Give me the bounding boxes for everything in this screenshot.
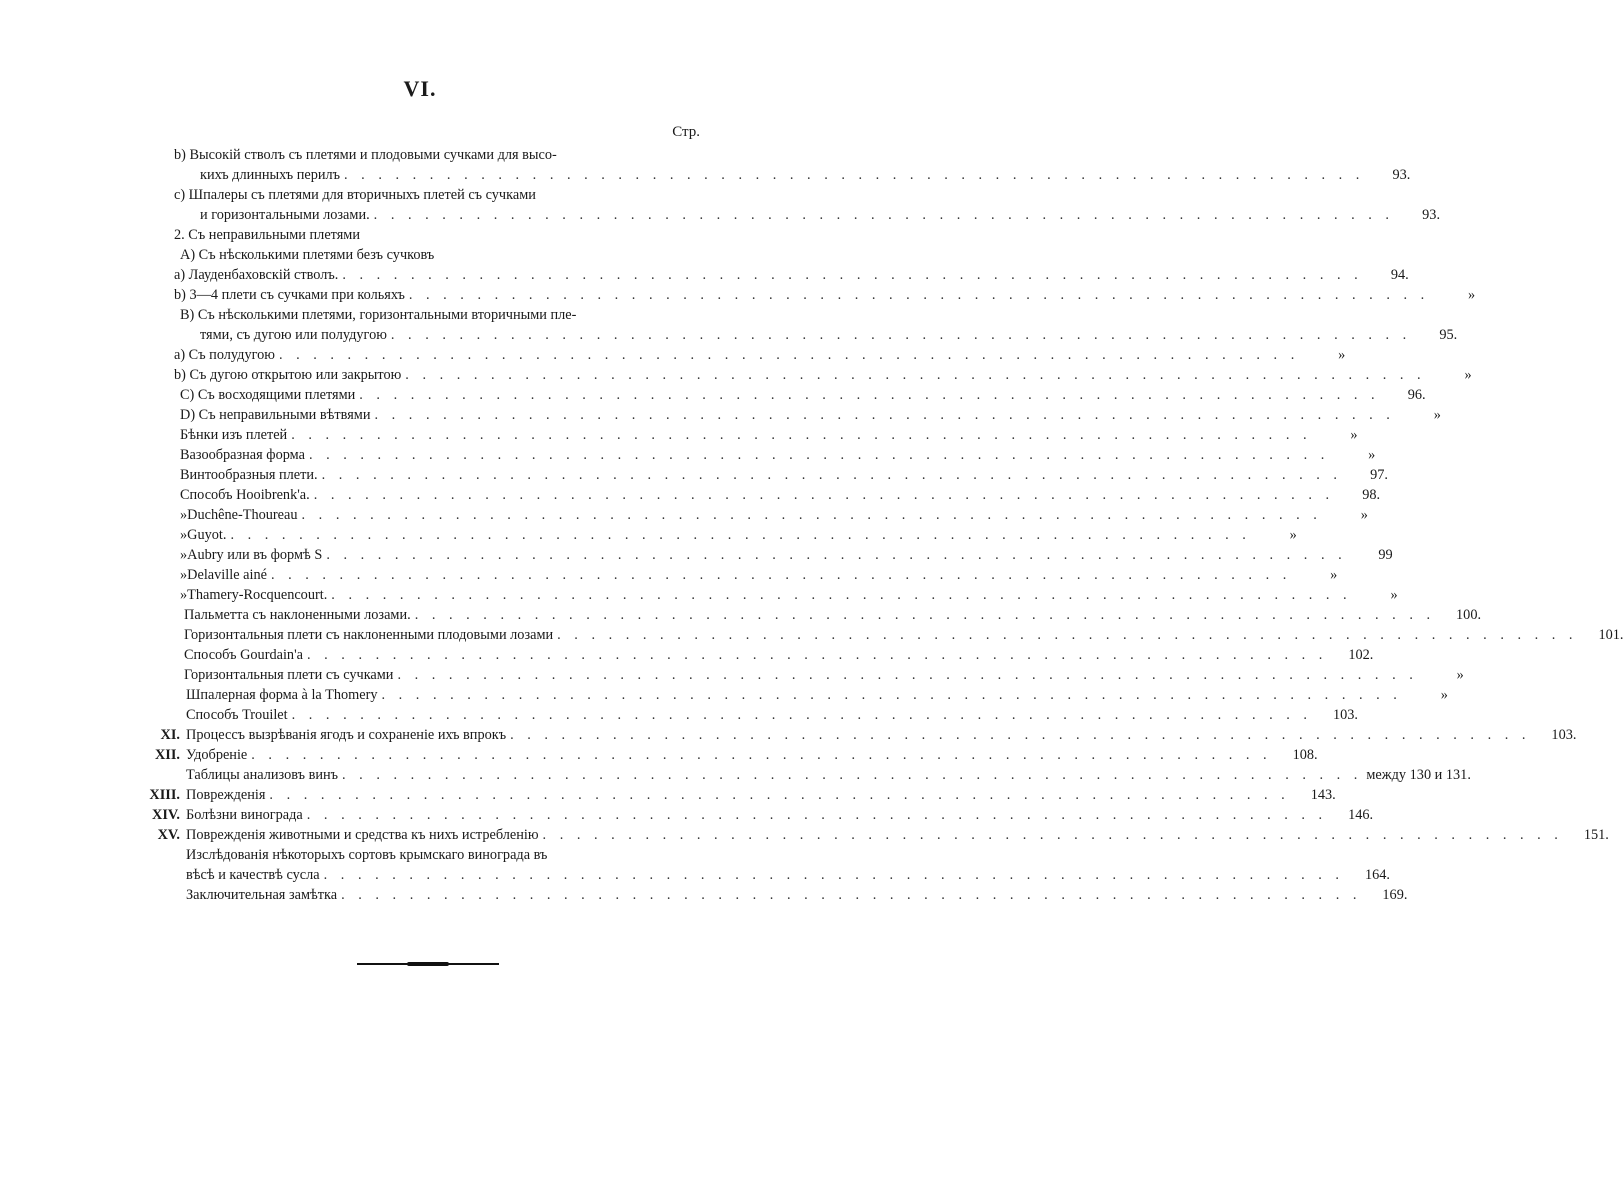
toc-entry [180,485,1381,505]
toc-page-number: 151. [1583,827,1609,843]
chapter-number: XIII. [149,787,180,803]
toc-entry [174,185,700,205]
leader-dots: . . . . . . . . . . . . . . . . . . . . . . . . . . . . . . . . . . . . . . . . . . . . . . . . . . . . . . . . . . . . [321,467,1342,483]
toc-entry [157,825,1609,845]
toc-entry-title: 2. Съ неправильными плетями [174,227,360,243]
toc-page-number: 108. [1292,747,1318,763]
toc-page-number: 96. [1407,387,1426,403]
toc-page-number: » [1289,527,1297,543]
leader-dots: . . . . . . . . . . . . . . . . . . . . . . . . . . . . . . . . . . . . . . . . . . . . . . . . . . . . . . . . . . . . [374,407,1395,423]
toc-page-number: 143. [1310,787,1336,803]
toc-page-number: » [1456,667,1464,683]
toc-page-number: 103. [1332,707,1358,723]
leader-dots: . . . . . . . . . . . . . . . . . . . . . . . . . . . . . . . . . . . . . . . . . . . . . . . . . . . . . . . . . . . . [331,587,1352,603]
toc-entry-title: и горизонтальными лозами. [200,207,370,223]
leader-dots: . . . . . . . . . . . . . . . . . . . . . . . . . . . . . . . . . . . . . . . . . . . . . . . . . . . . . . . . . . . . [408,287,1430,303]
leader-dots: . . . . . . . . . . . . . . . . . . . . . . . . . . . . . . . . . . . . . . . . . . . . . . . . . . . . . . . . . . . . [326,547,1347,563]
toc-entry-title: Способъ Hooibrenk'a. [180,487,310,503]
toc-entry-title: Изслѣдованія нѣкоторыхъ сортовъ крымскаго винограда въ [186,847,548,863]
toc-page-number: 164. [1364,867,1390,883]
toc-entry [154,745,1318,765]
leader-dots: . . . . . . . . . . . . . . . . . . . . . . . . . . . . . . . . . . . . . . . . . . . . . . . . . . . . . . . . . . . . [278,347,1300,363]
toc-entry-title: a) Лауденбаховскій стволъ. [174,267,339,283]
toc-page-number: » [1433,407,1441,423]
leader-dots: . . . . . . . . . . . . . . . . . . . . . . . . . . . . . . . . . . . . . . . . . . . . . . . . . . . . . . . . . . . . [344,167,1365,183]
toc-page-number: 93. [1392,167,1411,183]
toc-entry-title: b) Высокій стволъ съ плетями и плодовыми сучками для высо- [174,147,557,163]
toc-entry-title: Delaville ainé [187,567,267,583]
toc-page-number: » [1330,567,1338,583]
toc-entry-title: Винтообразныя плети. [180,467,318,483]
toc-entry [186,685,1448,705]
toc-page-number: » [1468,287,1476,303]
toc-entry [174,365,1472,385]
toc-entry [180,385,1426,405]
leader-dots: . . . . . . . . . . . . . . . . . . . . . . . . . . . . . . . . . . . . . . . . . . . . . . . . . . . . . . . . . . . . [359,387,1380,403]
toc-entry-title: A) Съ нѣсколькими плетями безъ сучковъ [180,247,435,263]
toc-entry-title: Процессъ вызрѣванія ягодъ и сохраненіе ихъ впрокъ [186,727,507,743]
toc-page-number: 95. [1439,327,1458,343]
toc-entry-title: Горизонтальныя плети съ наклоненными плодовыми лозами [184,627,554,643]
toc-entry [184,625,1624,645]
ditto-mark: » [180,587,188,603]
toc-entry-title: тями, съ дугою или полудугою [200,327,387,343]
toc-page-number: » [1464,367,1472,383]
leader-dots: . . . . . . . . . . . . . . . . . . . . . . . . . . . . . . . . . . . . . . . . . . . . . . . . . . . . . . . . . . . . [251,747,1272,763]
leader-dots: . . . . . . . . . . . . . . . . . . . . . . . . . . . . . . . . . . . . . . . . . . . . . . . . . . . . . . . . . . . . [307,647,1328,663]
toc-entry [180,525,1297,545]
toc-entry [180,245,700,265]
leader-dots: . . . . . . . . . . . . . . . . . . . . . . . . . . . . . . . . . . . . . . . . . . . . . . . . . . . . . . . . . . . . [341,887,1362,903]
leader-dots: . . . . . . . . . . . . . . . . . . . . . . . . . . . . . . . . . . . . . . . . . . . . . . . . . . . . . . . . . . . . [542,827,1563,843]
leader-dots: . . . . . . . . . . . . . . . . . . . . . . . . . . . . . . . . . . . . . . . . . . . . . . . . . . . . . . . . . . . . [557,627,1578,643]
toc-entry [174,285,1476,305]
leader-dots: . . . . . . . . . . . . . . . . . . . . . . . . . . . . . . . . . . . . . . . . . . . . . . . . . . . . . . . . . . . . [306,807,1328,823]
toc-entry-title: Duchêne-Thoureau [187,507,298,523]
toc-entry-title: Таблицы анализовъ винъ [186,767,339,783]
toc-entry-title: Aubry или въ формѣ S [187,547,323,563]
toc-entry-title: Удобреніе [186,747,248,763]
toc-page-number: » [1338,347,1346,363]
ditto-mark: » [180,507,188,523]
toc-page-number: 101. [1598,627,1624,643]
toc-page-number: » [1368,447,1376,463]
leader-dots: . . . . . . . . . . . . . . . . . . . . . . . . . . . . . . . . . . . . . . . . . . . . . . . . . . . . . . . . . . . . [405,367,1426,383]
ditto-mark: » [180,547,188,563]
leader-dots: . . . . . . . . . . . . . . . . . . . . . . . . . . . . . . . . . . . . . . . . . . . . . . . . . . . . . . . . . . . . [414,607,1436,623]
toc-entry [200,165,1411,185]
toc-page-number: 146. [1348,807,1374,823]
toc-entry [180,405,1441,425]
toc-page-number: 94. [1390,267,1409,283]
leader-dots: . . . . . . . . . . . . . . . . . . . . . . . . . . . . . . . . . . . . . . . . . . . . . . . . . . . . . . . . . . . . [342,267,1363,283]
toc-entry-title: Пальметта съ наклоненными лозами. [184,607,411,623]
leader-dots: . . . . . . . . . . . . . . . . . . . . . . . . . . . . . . . . . . . . . . . . . . . . . . . . . . . . . . . . . . . . [323,867,1344,883]
leader-dots: . . . . . . . . . . . . . . . . . . . . . . . . . . . . . . . . . . . . . . . . . . . . . . . . . . . . . . . . . . . . [291,427,1312,443]
toc-entry [186,865,1390,885]
toc-page-number: » [1350,427,1358,443]
chapter-number: XV. [157,827,180,843]
page-column-header: Стр. [672,124,700,140]
leader-dots: . . . . . . . . . . . . . . . . . . . . . . . . . . . . . . . . . . . . . . . . . . . . . . . . . . . . . . . . . . . . [313,487,1335,503]
toc-entry-title: Thamery-Rocquencourt. [187,587,328,603]
leader-dots: . . . . . . . . . . . . . . . . . . . . . . . . . . . . . . . . . . . . . . . . . . . . . . . . . . . . . . . . . . . . [390,327,1412,343]
toc-entry [200,205,1441,225]
ditto-mark: » [180,527,188,543]
toc-entry-title: Поврежденія животными и средства къ нихъ истребленію [186,827,539,843]
toc-entry-title: Шпалерная форма à la Thomery [186,687,378,703]
leader-dots: . . . . . . . . . . . . . . . . . . . . . . . . . . . . . . . . . . . . . . . . . . . . . . . . . . . . . . . . . . . . [381,687,1402,703]
leader-dots: . . . . . . . . . . . . . . . . . . . . . . . . . . . . . . . . . . . . . . . . . . . . . . . . . . . . . . . . . . . . [373,207,1395,223]
toc-entry [180,465,1388,485]
toc-entry [160,725,1577,745]
leader-dots: . . . . . . . . . . . . . . . . . . . . . . . . . . . . . . . . . . . . . . . . . . . . . . . . . . . . . . . . . . . . [270,567,1292,583]
page-number: VI. [403,76,437,101]
toc-entry-title: D) Съ неправильными вѣтвями [180,407,371,423]
toc-entry [184,605,1482,625]
toc-entry [174,345,1346,365]
toc-entry-title: кихъ длинныхъ перилъ [200,167,341,183]
toc-entry-title: Заключительная замѣтка [186,887,338,903]
toc-entry [184,665,1464,685]
toc-entry [174,145,700,165]
toc-entry [180,585,1398,605]
toc-entry [180,305,700,325]
toc-page-number: » [1390,587,1398,603]
toc-entry-title: Вазообразная форма [180,447,305,463]
leader-dots: . . . . . . . . . . . . . . . . . . . . . . . . . . . . . . . . . . . . . . . . . . . . . . . . . . . . . . . . . . . . [301,507,1322,523]
toc-entry [180,545,1393,565]
toc-entry-title: Guyot. [187,527,227,543]
toc-entry-title: B) Съ нѣсколькими плетями, горизонтальными вторичными пле- [180,307,577,323]
leader-dots: . . . . . . . . . . . . . . . . . . . . . . . . . . . . . . . . . . . . . . . . . . . . . . . . . . . . . . . . . . . . [342,767,1363,783]
toc-entry [174,225,700,245]
toc-entry [180,425,1358,445]
toc-entry-title: Поврежденія [186,787,266,803]
chapter-number: XII. [154,747,180,763]
toc-entry [152,805,1374,825]
toc-entry-title: Способъ Gourdain'a [184,647,303,663]
leader-dots: . . . . . . . . . . . . . . . . . . . . . . . . . . . . . . . . . . . . . . . . . . . . . . . . . . . . . . . . . . . . [269,787,1290,803]
toc-entry [200,325,1458,345]
toc-entry-title: b) 3—4 плети съ сучками при кольяхъ [174,287,405,303]
toc-page-number: 100. [1456,607,1482,623]
toc-entry [186,705,1358,725]
toc-entry-title: a) Съ полудугою [174,347,275,363]
toc-page-number: между 130 и 131. [1366,767,1471,783]
toc-entry [180,565,1338,585]
toc-page-number: 98. [1362,487,1381,503]
leader-dots: . . . . . . . . . . . . . . . . . . . . . . . . . . . . . . . . . . . . . . . . . . . . . . . . . . . . . . . . . . . . [308,447,1330,463]
ditto-mark: » [180,567,188,583]
toc-entry [174,265,1409,285]
chapter-number: XI. [160,727,180,743]
toc-page-number: 169. [1382,887,1408,903]
toc-entry [180,505,1368,525]
toc-entry [186,845,700,865]
toc-page-number: 103. [1551,727,1577,743]
toc-entry-title: Способъ Trouilet [186,707,288,723]
toc-page-number: 97. [1370,467,1388,483]
toc-entry-title: c) Шпалеры съ плетями для вторичныхъ плетей съ сучками [174,187,536,203]
toc-page-number: 93. [1422,207,1441,223]
decorative-rule [357,963,499,965]
toc-entry [180,445,1376,465]
toc-entry-title: Бѣнки изъ плетей [180,427,288,443]
toc-page-number: » [1360,507,1368,523]
toc-page-number: » [1440,687,1448,703]
leader-dots: . . . . . . . . . . . . . . . . . . . . . . . . . . . . . . . . . . . . . . . . . . . . . . . . . . . . . . . . . . . . [291,707,1312,723]
toc-entry [149,785,1336,805]
toc-entry [186,765,1471,785]
leader-dots: . . . . . . . . . . . . . . . . . . . . . . . . . . . . . . . . . . . . . . . . . . . . . . . . . . . . . . . . . . . . [510,727,1531,743]
toc-entry-title: C) Съ восходящими плетями [180,387,356,403]
toc-entry-title: b) Съ дугою открытою или закрытою [174,367,402,383]
chapter-number: XIV. [152,807,180,823]
toc-page-number: 102. [1348,647,1374,663]
leader-dots: . . . . . . . . . . . . . . . . . . . . . . . . . . . . . . . . . . . . . . . . . . . . . . . . . . . . . . . . . . . . [397,667,1418,683]
toc-entry-title: Горизонтальныя плети съ сучками [184,667,394,683]
toc-entry [186,885,1408,905]
toc-entry-title: вѣсѣ и качествѣ сусла [186,867,320,883]
toc-entry-title: Болѣзни винограда [186,807,303,823]
leader-dots: . . . . . . . . . . . . . . . . . . . . . . . . . . . . . . . . . . . . . . . . . . . . . . . . . . . . . . . . . . . . [230,527,1251,543]
toc-entry [184,645,1374,665]
toc-page-number: 99 [1378,547,1393,563]
